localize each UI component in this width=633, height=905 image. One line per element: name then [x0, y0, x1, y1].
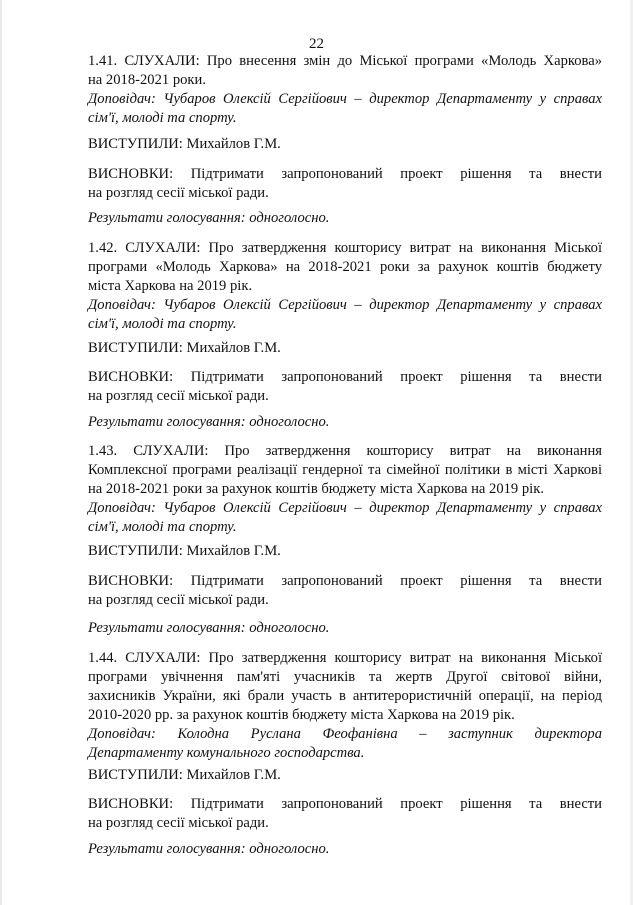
- page-edge-left: [0, 0, 2, 905]
- conclusions-1-43: [88, 572, 602, 610]
- conclusions-line: на розгляд сесії міської ради.: [88, 388, 269, 404]
- agenda-item-1-43: [88, 442, 602, 537]
- heard-line: програми «Молодь Харкова» на 2018-2021 роки за рахунок коштів бюджету: [88, 259, 602, 275]
- heard-line: 1.44. СЛУХАЛИ: Про затвердження кошторису витрат на виконання Міської: [88, 650, 602, 666]
- conclusions-line: ВИСНОВКИ: Підтримати запропонований проект рішення та внести: [88, 796, 602, 812]
- heard-line: на 2018-2021 роки за рахунок коштів бюджету міста Харкова на 2019 рік.: [88, 481, 544, 497]
- agenda-item-1-44: [88, 649, 602, 763]
- vote-line: Результати голосування: одноголосно.: [88, 414, 330, 430]
- heard-line: на 2018-2021 роки.: [88, 72, 206, 88]
- speaker-line: сім'ї, молоді та спорту.: [88, 110, 237, 126]
- speaker-line: Доповідач: Колодна Руслана Феофанівна – заступник директора: [88, 726, 602, 742]
- heard-line: Комплексної програми реалізації гендерної та сімейної політики в місті Харкові: [88, 462, 602, 478]
- conclusions-line: на розгляд сесії міської ради.: [88, 185, 269, 201]
- speaker-line: сім'ї, молоді та спорту.: [88, 519, 237, 535]
- heard-line: захисників України, які брали участь в антитерористичній операції, на період: [88, 688, 602, 704]
- speaker-line: Департаменту комунального господарства.: [88, 745, 365, 761]
- speaker-line: Доповідач: Чубаров Олексій Сергійович – директор Департаменту у справах: [88, 500, 602, 516]
- speaker-line: Доповідач: Чубаров Олексій Сергійович – директор Департаменту у справах: [88, 297, 602, 313]
- heard-line: міста Харкова на 2019 рік.: [88, 278, 253, 294]
- conclusions-1-41: [88, 165, 602, 203]
- conclusions-1-42: [88, 368, 602, 406]
- conclusions-1-44: [88, 795, 602, 833]
- vote-1-41: [88, 209, 602, 228]
- conclusions-line: ВИСНОВКИ: Підтримати запропонований проект рішення та внести: [88, 369, 602, 385]
- heard-line: програми увічнення пам'яті учасників та жертв Другої світової війни,: [88, 669, 602, 685]
- conclusions-line: ВИСНОВКИ: Підтримати запропонований проект рішення та внести: [88, 166, 602, 182]
- speaker-line: Доповідач: Чубаров Олексій Сергійович – директор Департаменту у справах: [88, 91, 602, 107]
- spoke-line: ВИСТУПИЛИ: Михайлов Г.М.: [88, 340, 281, 356]
- conclusions-line: на розгляд сесії міської ради.: [88, 592, 269, 608]
- conclusions-line: ВИСНОВКИ: Підтримати запропонований проект рішення та внести: [88, 573, 602, 589]
- spoke-1-43: [88, 542, 602, 561]
- vote-1-42: [88, 413, 602, 432]
- spoke-line: ВИСТУПИЛИ: Михайлов Г.М.: [88, 136, 281, 152]
- spoke-line: ВИСТУПИЛИ: Михайлов Г.М.: [88, 543, 281, 559]
- vote-1-44: [88, 840, 602, 859]
- page-number: 22: [309, 36, 324, 52]
- heard-line: 2010-2020 рр. за рахунок коштів бюджету міста Харкова на 2019 рік.: [88, 707, 515, 723]
- heard-line: 1.42. СЛУХАЛИ: Про затвердження кошторису витрат на виконання Міської: [88, 240, 602, 256]
- vote-1-43: [88, 619, 602, 638]
- vote-line: Результати голосування: одноголосно.: [88, 841, 330, 857]
- spoke-1-44: [88, 766, 602, 785]
- vote-line: Результати голосування: одноголосно.: [88, 210, 330, 226]
- agenda-item-1-41: [88, 52, 602, 128]
- heard-line: 1.43. СЛУХАЛИ: Про затвердження кошторису витрат на виконання: [88, 443, 602, 459]
- vote-line: Результати голосування: одноголосно.: [88, 620, 330, 636]
- agenda-item-1-42: [88, 239, 602, 334]
- heard-line: 1.41. СЛУХАЛИ: Про внесення змін до Міської програми «Молодь Харкова»: [88, 53, 602, 69]
- spoke-line: ВИСТУПИЛИ: Михайлов Г.М.: [88, 767, 281, 783]
- conclusions-line: на розгляд сесії міської ради.: [88, 815, 269, 831]
- spoke-1-42: [88, 339, 602, 358]
- spoke-1-41: [88, 135, 602, 154]
- speaker-line: сім'ї, молоді та спорту.: [88, 316, 237, 332]
